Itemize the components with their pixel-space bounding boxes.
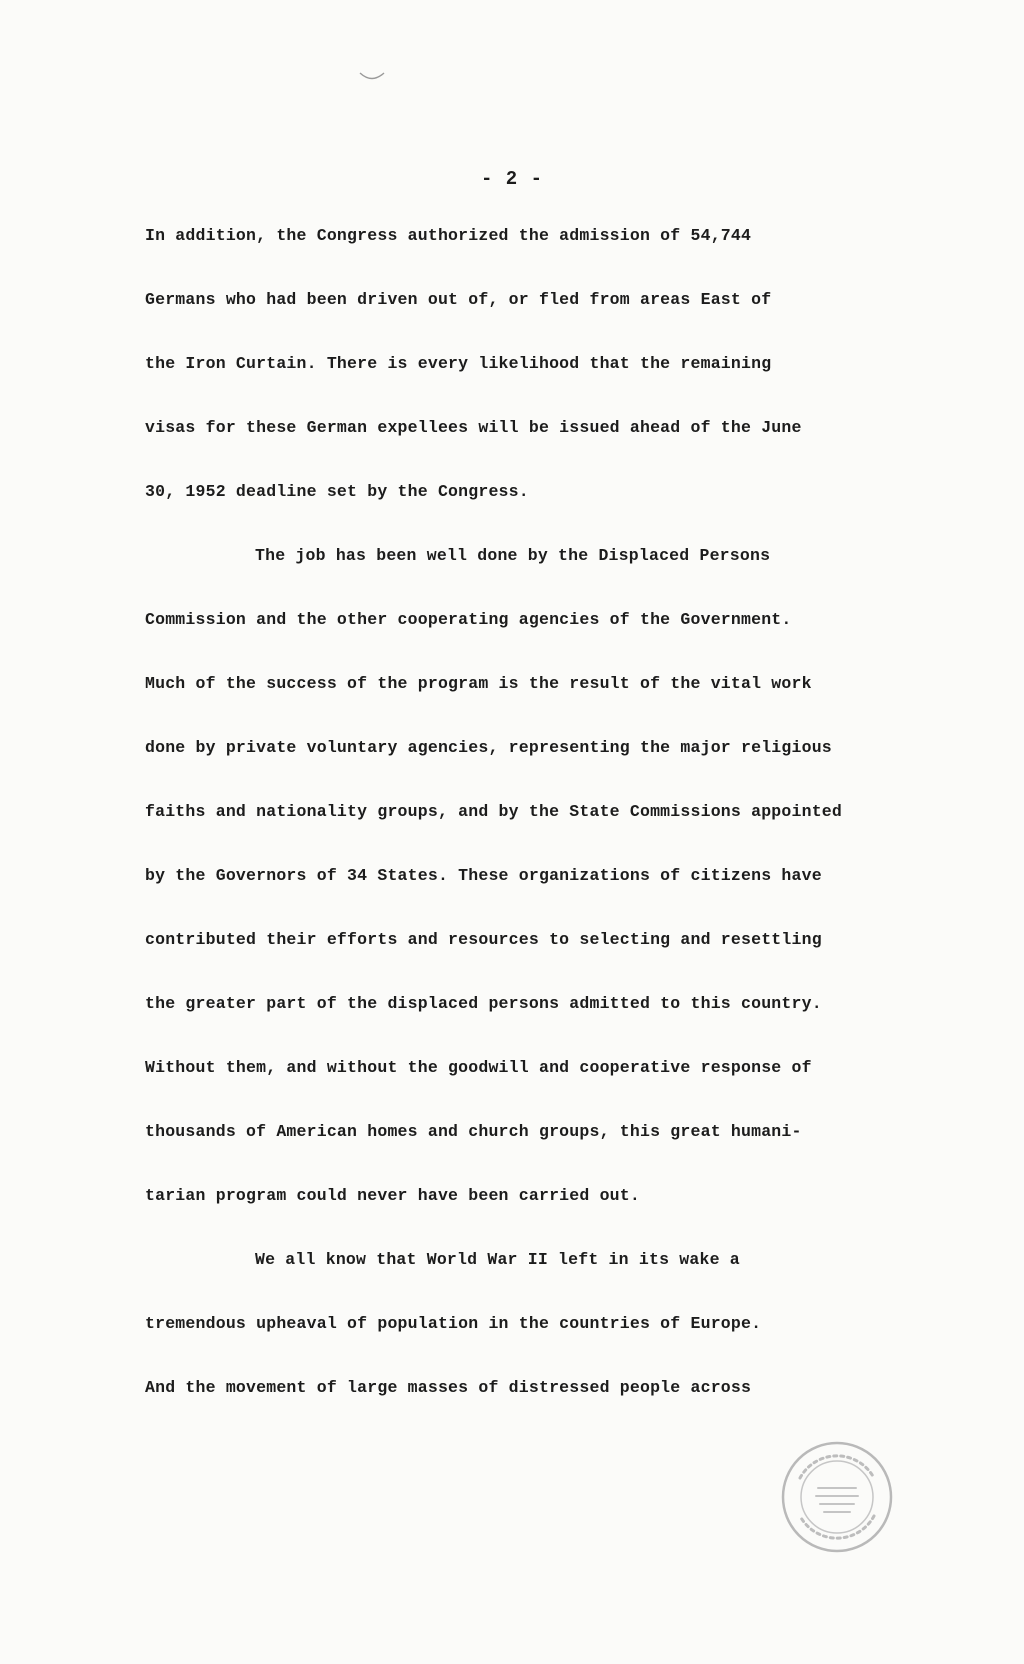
text-line: by the Governors of 34 States. These organizations of citizens have <box>145 866 822 885</box>
text-line: contributed their efforts and resources to selecting and resettling <box>145 930 822 949</box>
text-line: tremendous upheaval of population in the countries of Europe. <box>145 1314 762 1333</box>
text-line: the Iron Curtain. There is every likelihood that the remaining <box>145 354 772 373</box>
paragraph-2 <box>145 545 905 1249</box>
paper-mark <box>358 70 386 84</box>
document-body <box>145 225 905 1441</box>
text-line: 30, 1952 deadline set by the Congress. <box>145 482 529 501</box>
paragraph-3 <box>145 1249 905 1441</box>
paragraph-1 <box>145 225 905 545</box>
text-line: The job has been well done by the Displaced Persons <box>255 546 771 565</box>
text-line: tarian program could never have been carried out. <box>145 1186 640 1205</box>
text-line: Germans who had been driven out of, or fled from areas East of <box>145 290 772 309</box>
text-line: Commission and the other cooperating agencies of the Government. <box>145 610 792 629</box>
text-line: done by private voluntary agencies, representing the major religious <box>145 738 832 757</box>
text-line: faiths and nationality groups, and by the State Commissions appointed <box>145 802 843 821</box>
text-line: And the movement of large masses of distressed people across <box>145 1378 752 1397</box>
text-line: In addition, the Congress authorized the admission of 54,744 <box>145 226 752 245</box>
text-line: We all know that World War II left in its wake a <box>255 1250 740 1269</box>
library-stamp <box>778 1438 896 1556</box>
text-line: visas for these German expellees will be issued ahead of the June <box>145 418 802 437</box>
text-line: Without them, and without the goodwill and cooperative response of <box>145 1058 812 1077</box>
text-line: the greater part of the displaced persons admitted to this country. <box>145 994 822 1013</box>
page-number: - 2 - <box>480 168 543 190</box>
text-line: thousands of American homes and church groups, this great humani- <box>145 1122 802 1141</box>
text-line: Much of the success of the program is the result of the vital work <box>145 674 812 693</box>
